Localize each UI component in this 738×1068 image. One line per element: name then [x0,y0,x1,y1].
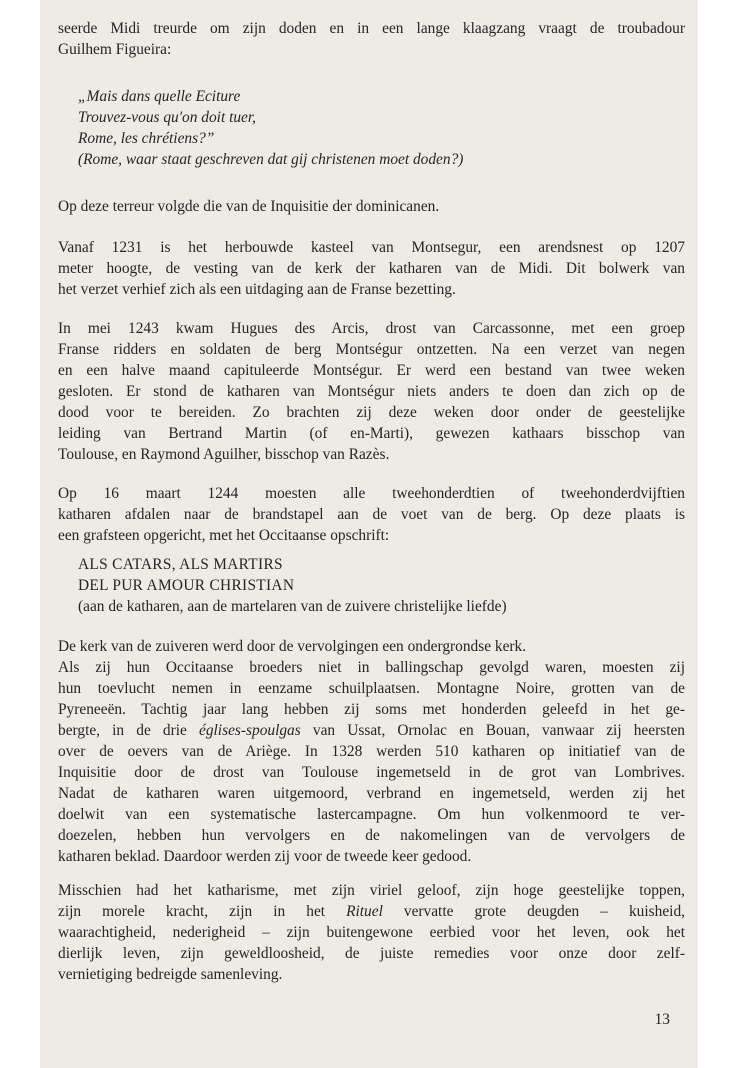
text-line: Op deze terreur volgde die van de Inquisitie der dominicanen. [58,198,440,215]
text-line: Inquisitie door de drost van Toulouse ingemetseld in de grot van Lombrives. [58,764,685,781]
text-line: over de oevers van de Ariège. In 1328 werden 510 katharen op initiatief van de [58,743,685,760]
text-line: meter hoogte, de vesting van de kerk der katharen van de Midi. Dit bolwerk van [58,260,685,277]
quote-line: „Mais dans quelle Eciture [78,88,241,105]
text-line: Franse ridders en soldaten de berg Montségur ontzetten. Na een verzet van negen [58,341,685,358]
text-line: en een halve maand capituleerde Montségur. Er werd een bestand van twee weken [58,362,685,379]
closing-paragraph [58,880,685,985]
march-paragraph [58,483,685,546]
text-line: katharen afdalen naar de brandstapel aan de voet van de berg. Op deze plaats is [58,506,685,523]
text-line: vernietiging bedreigde samenleving. [58,966,283,983]
text-line: De kerk van de zuiveren werd door de vervolgingen een ondergrondse kerk. [58,638,527,655]
quote-line: Rome, les chrétiens?” [78,130,215,147]
italic-term: Rituel [346,903,383,920]
text-line: Als zij hun Occitaanse broeders niet in ballingschap gevolgd waren, moesten zij [58,659,685,676]
text-line [58,720,685,741]
grave-inscription [78,554,678,617]
montsegur-paragraph [58,237,685,300]
intro-paragraph [58,18,685,60]
text-segment: vervatte grote deugden – kuisheid, [382,903,685,920]
book-page [40,0,698,1068]
page-number: 13 [654,1011,670,1028]
quote-translation: (Rome, waar staat geschreven dat gij christenen moet doden?) [78,151,464,168]
text-line: Guilhem Figueira: [58,41,172,58]
text-segment: bergte, in de drie [58,722,199,739]
church-paragraph [58,636,685,867]
text-segment: zijn morele kracht, zijn in het [58,903,347,920]
terror-paragraph [58,196,685,217]
text-line: Misschien had het katharisme, met zijn viriel geloof, zijn hoge geestelijke toppen, [58,882,685,899]
text-line: hun toevlucht nemen in eenzame schuilplaatsen. Montagne Noire, grotten van de [58,680,685,697]
text-line: leiding van Bertrand Martin (of en-Marti), gewezen kathaars bisschop van [58,425,685,442]
text-line: Nadat de katharen waren uitgemoord, verbrand en ingemetseld, werden zij het [58,785,685,802]
text-line: waarachtigheid, nederigheid – zijn buitengewone eerbied voor het leven, ook het [58,924,685,941]
text-line: Vanaf 1231 is het herbouwde kasteel van Montsegur, een arendsnest op 1207 [58,239,685,256]
text-line: doezelen, hebben hun vervolgers en de nakomelingen van de vervolgers de [58,827,685,844]
troubadour-quote [78,86,678,170]
inscription-line: ALS CATARS, ALS MARTIRS [78,556,283,573]
text-line: een grafsteen opgericht, met het Occitaanse opschrift: [58,527,390,544]
text-line: seerde Midi treurde om zijn doden en in een lange klaagzang vraagt de troubadour [58,20,685,37]
inscription-translation: (aan de katharen, aan de martelaren van de zuivere christelijke liefde) [78,598,507,615]
text-line [58,901,685,922]
text-segment: van Ussat, Ornolac en Bouan, vanwaar zij heersten [300,722,685,739]
text-line: dierlijk leven, zijn geweldloosheid, de juiste remedies voor onze door zelf- [58,945,685,962]
inscription-line: DEL PUR AMOUR CHRISTIAN [78,577,295,594]
text-line: katharen beklad. Daardoor werden zij voor de tweede keer gedood. [58,848,472,865]
text-line: Toulouse, en Raymond Aguilher, bisschop van Razès. [58,446,390,463]
text-line: In mei 1243 kwam Hugues des Arcis, drost van Carcassonne, met een groep [58,320,685,337]
text-line: het verzet verhief zich als een uitdaging aan de Franse bezetting. [58,281,456,298]
text-line: doelwit van een systematische lastercampagne. Om hun volkenmoord te ver- [58,806,685,823]
text-line: Pyreneeën. Tachtig jaar lang hebben zij soms met honderden geleefd in het ge- [58,701,685,718]
siege-paragraph [58,318,685,465]
text-line: Op 16 maart 1244 moesten alle tweehonderdtien of tweehonderdvijftien [58,485,685,502]
italic-term: églises-spoulgas [199,722,301,739]
quote-line: Trouvez-vous qu'on doit tuer, [78,109,256,126]
text-line: gesloten. Er stond de katharen van Montségur niets anders te doen dan zich op de [58,383,685,400]
text-line: dood voor te bereiden. Zo brachten zij deze weken door onder de geestelijke [58,404,685,421]
